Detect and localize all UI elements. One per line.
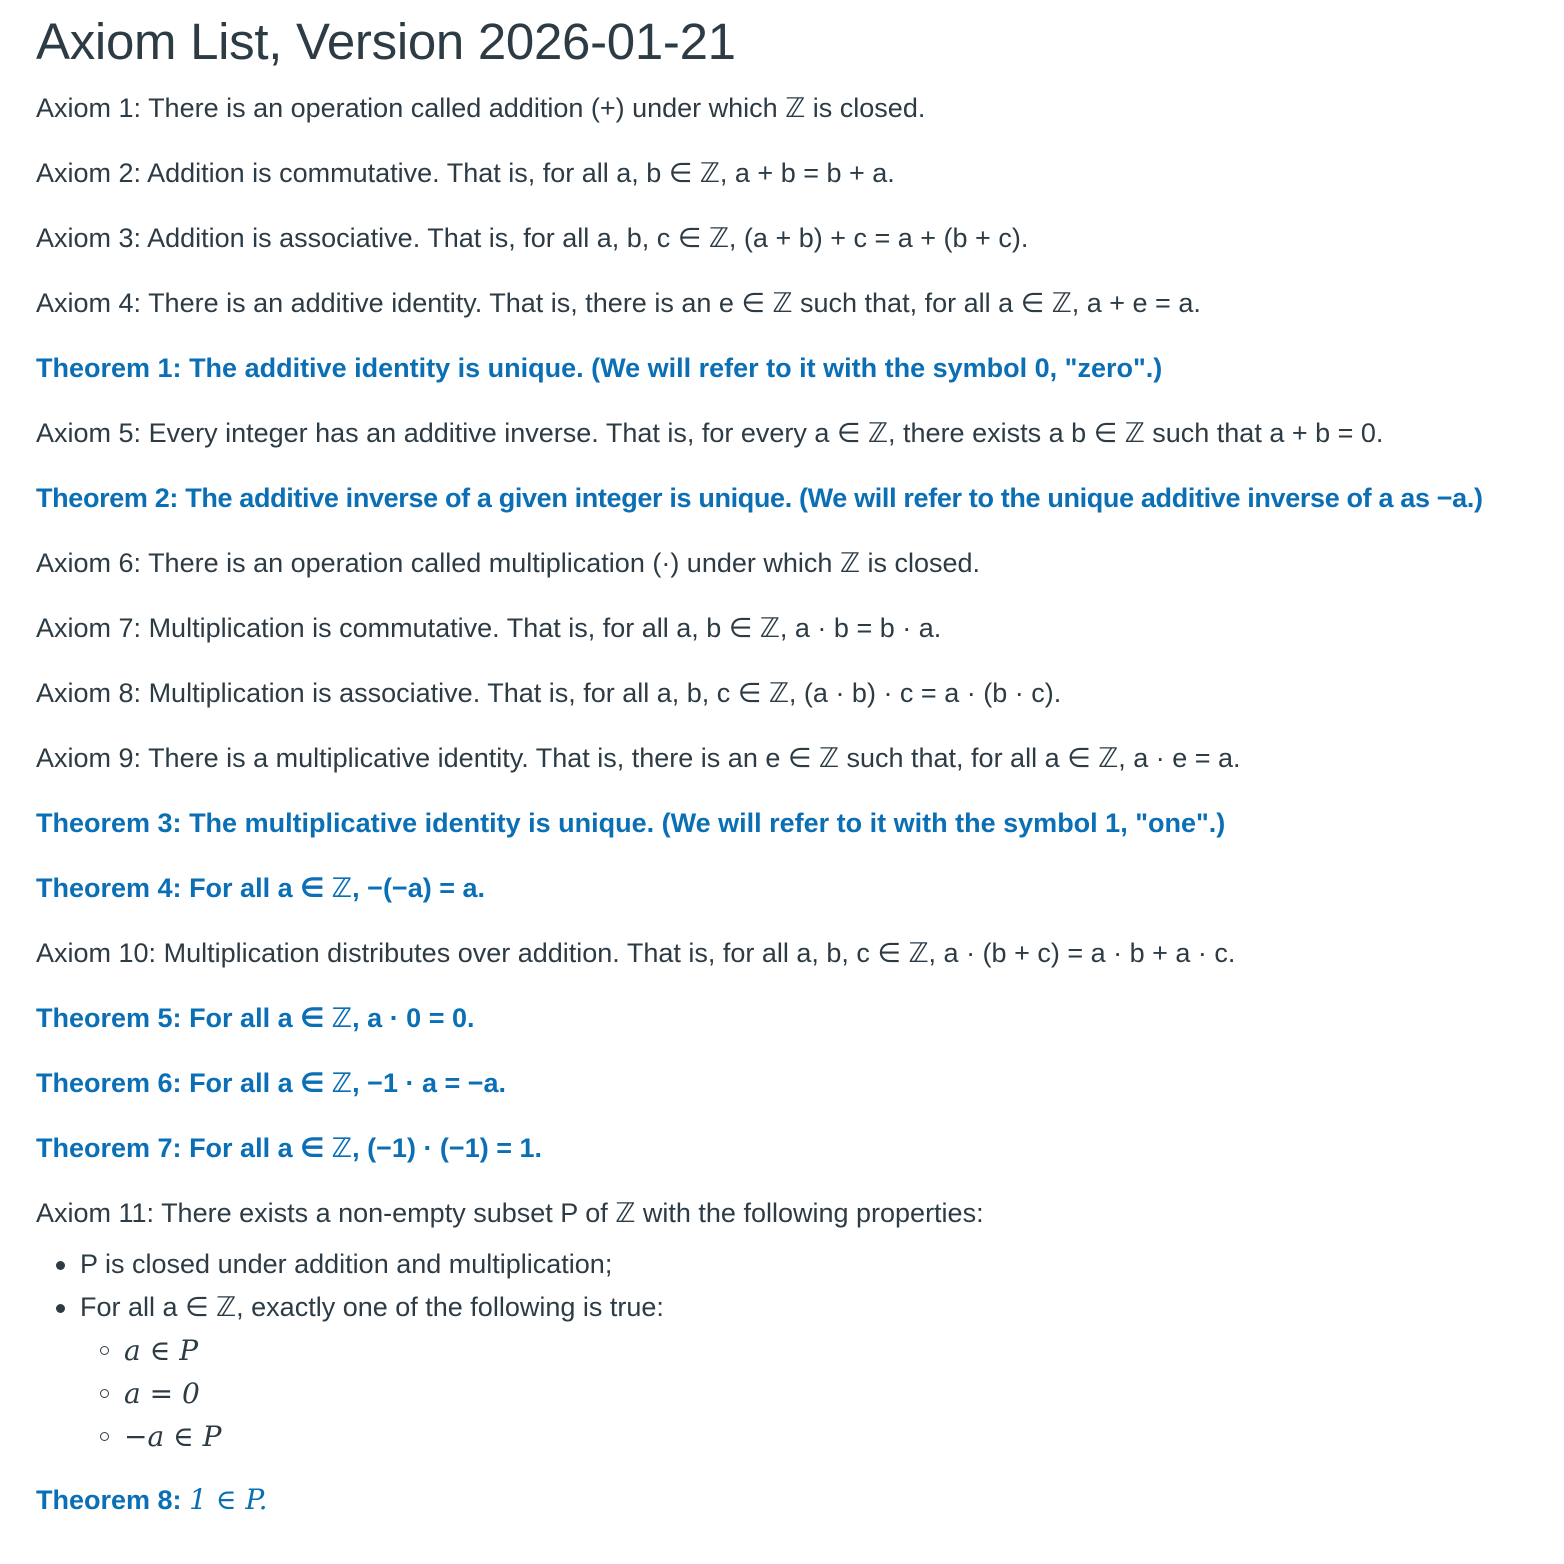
axiom-10 — [36, 933, 1528, 973]
theorem-2 — [36, 478, 1528, 518]
axiom-6-text: There is an operation called multiplication (·) under which ℤ is closed. — [148, 548, 981, 578]
sub-list-item: a ∈ P — [80, 1329, 1528, 1372]
axiom-1-text: There is an operation called addition (+) under which ℤ is closed. — [148, 93, 926, 123]
theorem-4-text: For all a ∈ ℤ, −(−a) = a. — [189, 873, 485, 903]
axiom-4-text: There is an additive identity. That is, there is an e ∈ ℤ such that, for all a ∈ ℤ, a + e = a. — [148, 288, 1201, 318]
axiom-8-label: Axiom 8: — [36, 678, 142, 708]
theorem-5 — [36, 998, 1528, 1038]
axiom-1 — [36, 88, 1528, 128]
axiom-4 — [36, 283, 1528, 323]
theorem-5-label: Theorem 5: — [36, 1003, 182, 1033]
axiom-3-label: Axiom 3: — [36, 223, 142, 253]
theorem-7-label: Theorem 7: — [36, 1133, 182, 1163]
axiom-11-text: There exists a non-empty subset P of ℤ with the following properties: — [161, 1198, 984, 1228]
theorem-5-text: For all a ∈ ℤ, a · 0 = 0. — [189, 1003, 475, 1033]
axiom-5 — [36, 413, 1528, 453]
theorem-4 — [36, 868, 1528, 908]
theorem-1 — [36, 348, 1528, 388]
axiom-8 — [36, 673, 1528, 713]
axiom-2 — [36, 153, 1528, 193]
theorem-6-label: Theorem 6: — [36, 1068, 182, 1098]
axiom-10-label: Axiom 10: — [36, 938, 157, 968]
axiom-3 — [36, 218, 1528, 258]
theorem-4-label: Theorem 4: — [36, 873, 182, 903]
sub-list-item: −a ∈ P — [80, 1415, 1528, 1458]
axiom-10-text: Multiplication distributes over addition. That is, for all a, b, c ∈ ℤ, a · (b + c) = a · b + a · c. — [163, 938, 1236, 968]
axiom-11-label: Axiom 11: — [36, 1198, 155, 1228]
theorem-8-text: 1 ∈ P. — [189, 1483, 268, 1516]
axiom-6 — [36, 543, 1528, 583]
axiom-11 — [36, 1193, 1528, 1233]
theorem-6 — [36, 1063, 1528, 1103]
axiom-1-label: Axiom 1: — [36, 93, 142, 123]
axiom-5-label: Axiom 5: — [36, 418, 142, 448]
theorem-3 — [36, 803, 1528, 843]
sub-list-item: a = 0 — [80, 1372, 1528, 1415]
axiom-11-properties — [36, 1243, 1528, 1458]
list-item: P is closed under addition and multiplication; — [36, 1243, 1528, 1286]
theorem-1-text: The additive identity is unique. (We will refer to it with the symbol 0, "zero".) — [189, 353, 1163, 383]
theorem-8-label: Theorem 8: — [36, 1485, 182, 1515]
axiom-7 — [36, 608, 1528, 648]
theorem-8 — [36, 1480, 1528, 1520]
axiom-9 — [36, 738, 1528, 778]
axiom-2-label: Axiom 2: — [36, 158, 142, 188]
axiom-6-label: Axiom 6: — [36, 548, 142, 578]
theorem-7 — [36, 1128, 1528, 1168]
axiom-3-text: Addition is associative. That is, for all a, b, c ∈ ℤ, (a + b) + c = a + (b + c). — [147, 223, 1029, 253]
axiom-4-label: Axiom 4: — [36, 288, 142, 318]
theorem-3-text: The multiplicative identity is unique. (We will refer to it with the symbol 1, "one".) — [189, 808, 1226, 838]
list-item-text: For all a ∈ ℤ, exactly one of the following is true: — [80, 1292, 664, 1322]
theorem-2-text: The additive inverse of a given integer is unique. (We will refer to the unique additive inverse of a as −a.) — [185, 483, 1483, 513]
axiom-9-text: There is a multiplicative identity. That is, there is an e ∈ ℤ such that, for all a ∈ ℤ, a · e = a. — [148, 743, 1241, 773]
list-item — [36, 1286, 1528, 1458]
theorem-3-label: Theorem 3: — [36, 808, 182, 838]
theorem-2-label: Theorem 2: — [36, 483, 179, 513]
theorem-6-text: For all a ∈ ℤ, −1 · a = −a. — [189, 1068, 507, 1098]
axiom-11-cases — [80, 1329, 1528, 1458]
page-title: Axiom List, Version 2026-01-21 — [36, 13, 736, 70]
axiom-7-label: Axiom 7: — [36, 613, 142, 643]
axiom-9-label: Axiom 9: — [36, 743, 142, 773]
axiom-5-text: Every integer has an additive inverse. That is, for every a ∈ ℤ, there exists a b ∈ ℤ such that a + b = 0. — [148, 418, 1384, 448]
theorem-7-text: For all a ∈ ℤ, (−1) · (−1) = 1. — [189, 1133, 542, 1163]
axiom-8-text: Multiplication is associative. That is, for all a, b, c ∈ ℤ, (a · b) · c = a · (b · c). — [148, 678, 1062, 708]
axiom-2-text: Addition is commutative. That is, for all a, b ∈ ℤ, a + b = b + a. — [147, 158, 895, 188]
axiom-7-text: Multiplication is commutative. That is, for all a, b ∈ ℤ, a · b = b · a. — [148, 613, 942, 643]
theorem-1-label: Theorem 1: — [36, 353, 182, 383]
